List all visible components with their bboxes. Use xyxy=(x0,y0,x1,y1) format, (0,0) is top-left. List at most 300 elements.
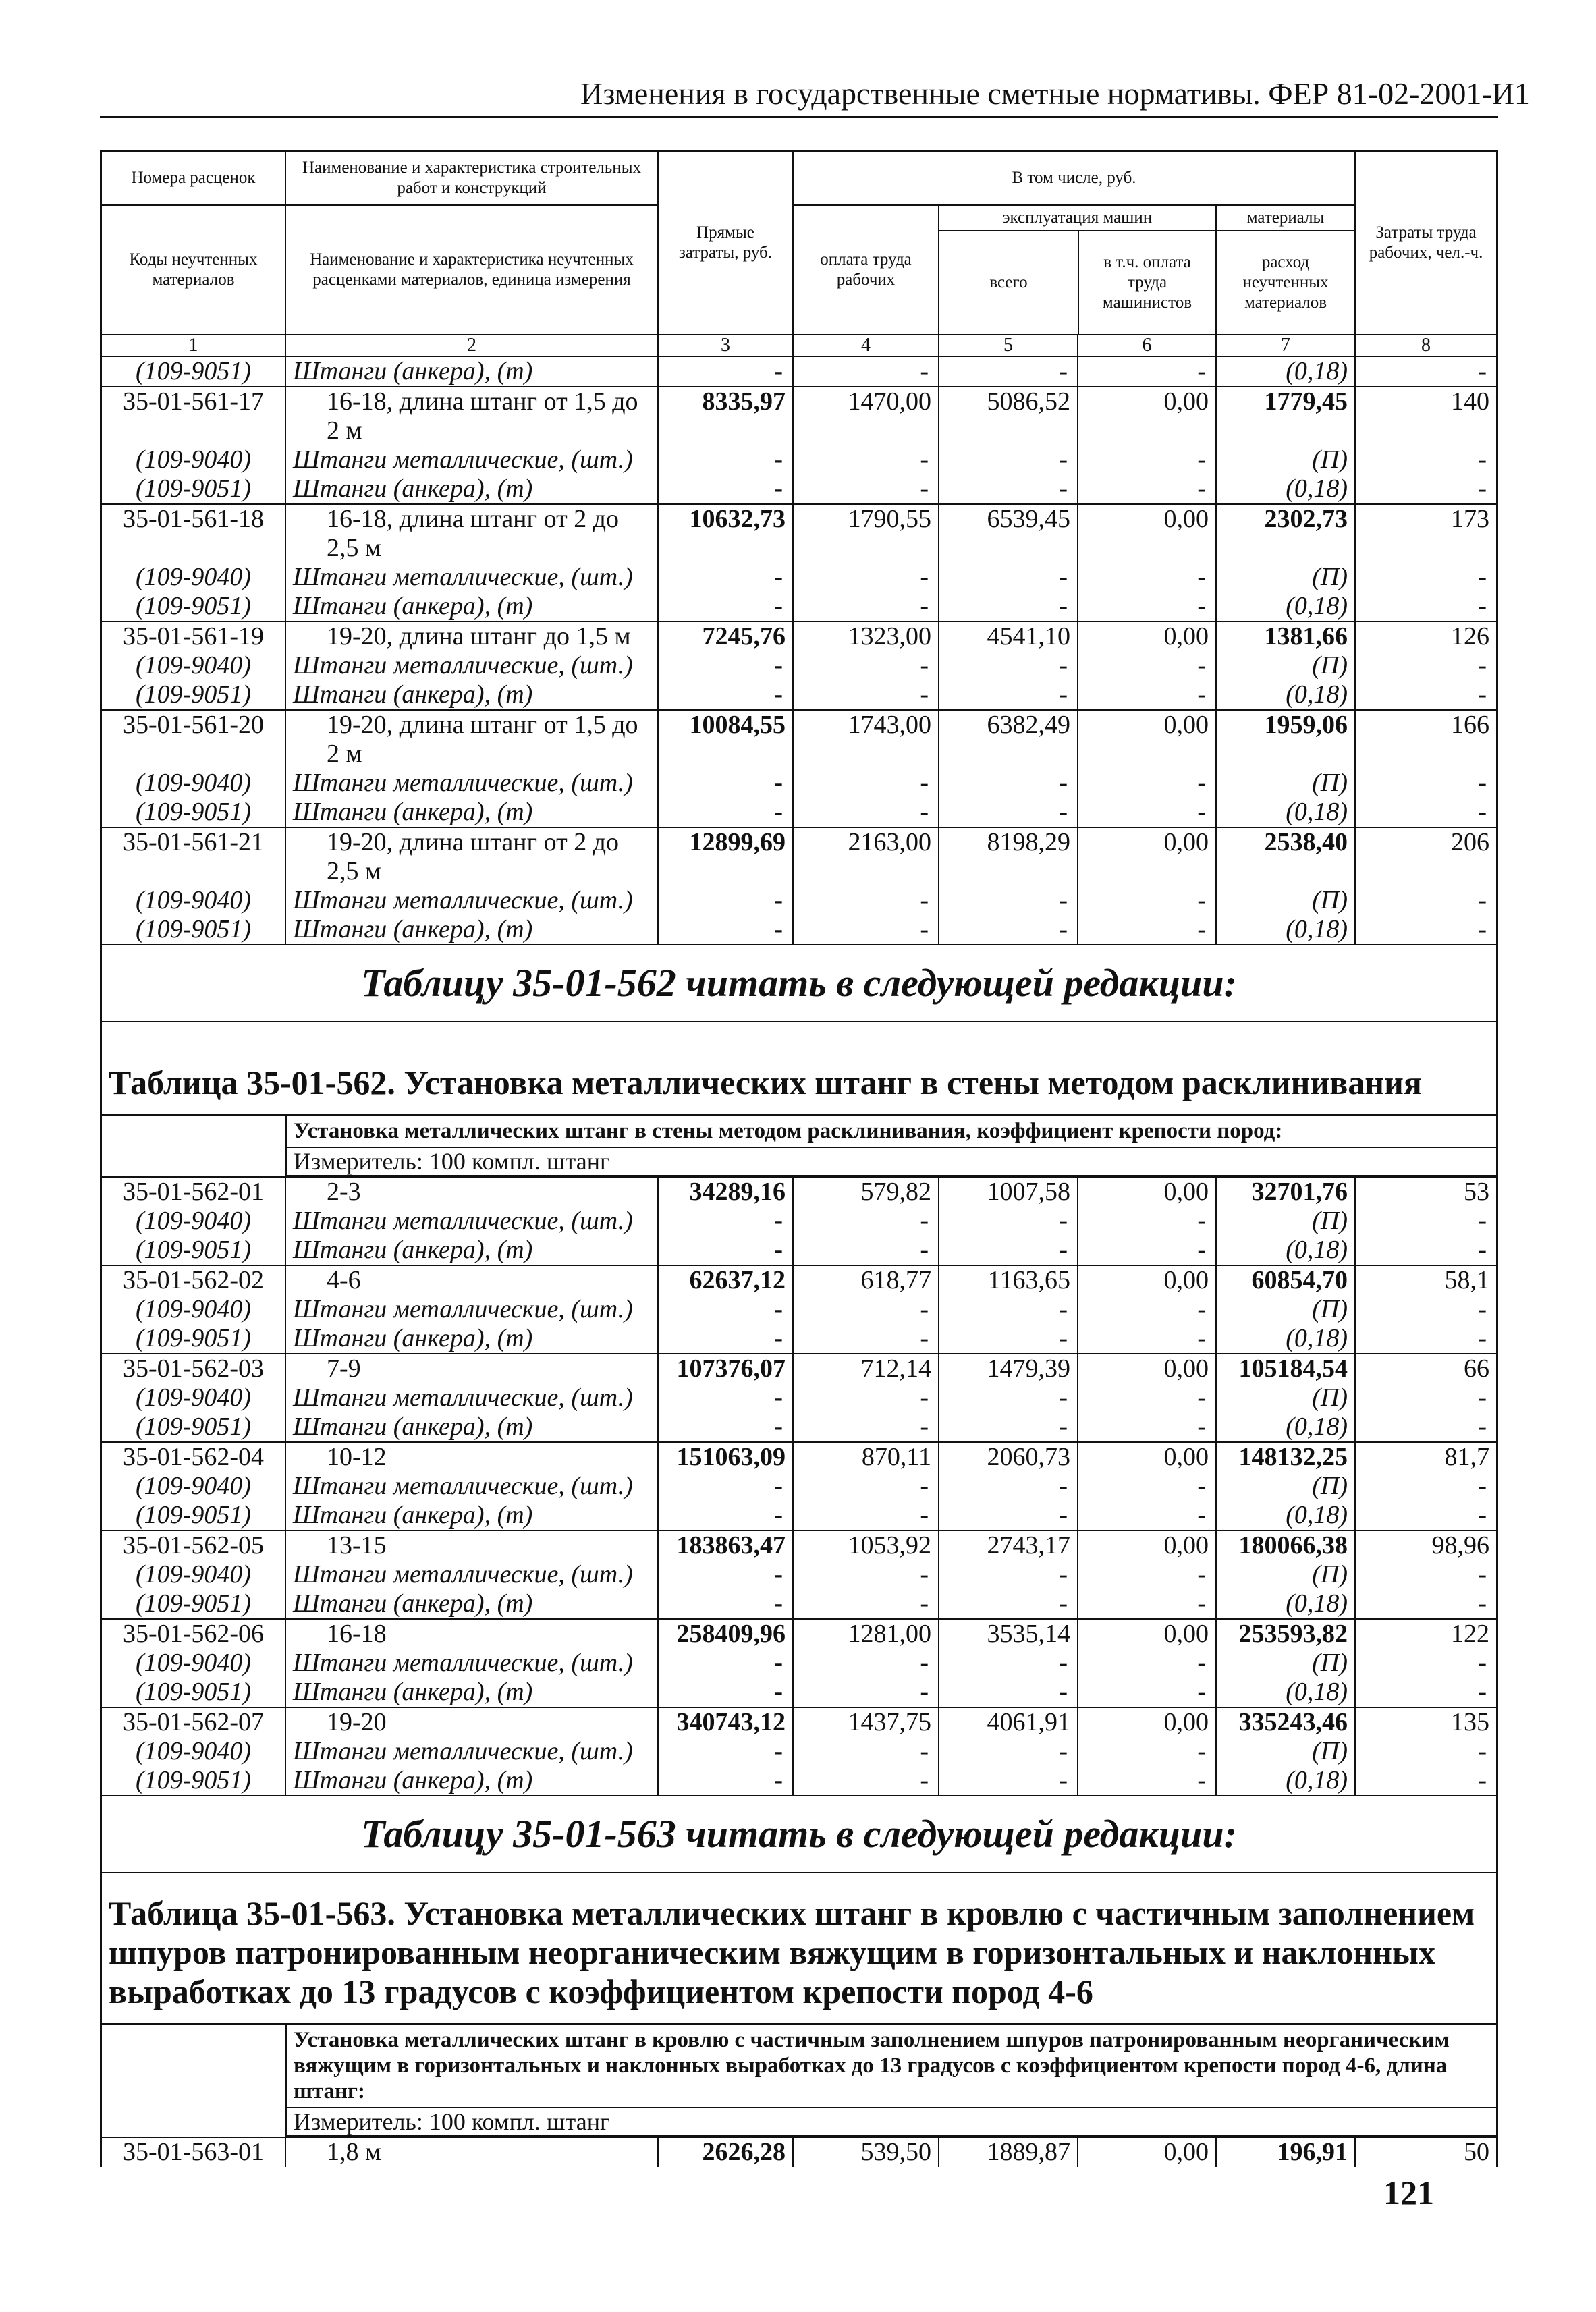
direct-costs: 258409,96 xyxy=(658,1619,793,1649)
header-machines-labor: в т.ч. оплата труда машинистов xyxy=(1102,253,1192,312)
materials: (0,18) xyxy=(1216,1324,1355,1354)
rate-name: Штанги (анкера), (т) xyxy=(285,1236,658,1265)
table-35-01-561 xyxy=(102,357,1496,944)
rate-code: (109-9040) xyxy=(136,563,251,591)
machines-total: 1889,87 xyxy=(939,2137,1078,2167)
labor-pay: 2163,00 xyxy=(793,827,939,886)
labor-hours: 122 xyxy=(1355,1619,1496,1649)
materials: (0,18) xyxy=(1216,1589,1355,1619)
table-563-title-rest: Установка металлических штанг в кровлю с частичным заполнением шпуров патронированным неорганическим вяжущим в горизонтальных и наклонных выработках до 13 градусов с коэффициентом крепости пород 4-6 xyxy=(109,1894,1475,2010)
labor-hours: 126 xyxy=(1355,622,1496,651)
rate-name: 13-15 xyxy=(285,1531,658,1560)
labor-hours: - xyxy=(1355,1766,1496,1795)
machines-total: 4061,91 xyxy=(939,1707,1078,1737)
header-name: Наименование и характеристика строительных работ и конструкций xyxy=(285,152,658,205)
direct-costs: 340743,12 xyxy=(658,1707,793,1737)
table-row xyxy=(102,827,1496,886)
labor-pay: 870,11 xyxy=(793,1442,939,1472)
rate-code: 35-01-562-01 xyxy=(102,1177,285,1207)
header-rate-number: Номера расценок xyxy=(102,152,285,205)
direct-costs: - xyxy=(658,357,793,387)
labor-pay: - xyxy=(793,1472,939,1501)
machines-labor: 0,00 xyxy=(1078,1707,1216,1737)
direct-costs: - xyxy=(658,445,793,474)
machines-labor: 0,00 xyxy=(1078,504,1216,563)
machines-labor: 0,00 xyxy=(1078,2137,1216,2167)
rate-code: 35-01-562-04 xyxy=(102,1442,285,1472)
direct-costs: - xyxy=(658,798,793,827)
labor-pay: 579,82 xyxy=(793,1177,939,1207)
materials: (П) xyxy=(1216,651,1355,680)
labor-pay: - xyxy=(793,769,939,798)
direct-costs: - xyxy=(658,1207,793,1236)
rate-name: Штанги металлические, (шт.) xyxy=(285,1649,658,1678)
machines-total: - xyxy=(939,1501,1078,1531)
rate-name: Штанги металлические, (шт.) xyxy=(285,651,658,680)
rate-code: (109-9051) xyxy=(136,1236,251,1264)
materials: 105184,54 xyxy=(1216,1354,1355,1383)
rate-name: Штанги (анкера), (т) xyxy=(285,1766,658,1795)
column-header-table xyxy=(102,152,1496,357)
machines-total: - xyxy=(939,886,1078,915)
labor-hours: 135 xyxy=(1355,1707,1496,1737)
rate-name: 1,8 м xyxy=(285,2137,658,2167)
materials: (П) xyxy=(1216,886,1355,915)
labor-pay: - xyxy=(793,1236,939,1265)
materials: (П) xyxy=(1216,1295,1355,1324)
machines-total: - xyxy=(939,1324,1078,1354)
materials: (П) xyxy=(1216,563,1355,592)
table-row xyxy=(102,1589,1496,1619)
table-row xyxy=(102,1442,1496,1472)
labor-hours: 66 xyxy=(1355,1354,1496,1383)
header-machines-group xyxy=(939,205,1216,335)
rate-name: Штанги (анкера), (т) xyxy=(285,1501,658,1531)
labor-hours: - xyxy=(1355,592,1496,622)
materials: (0,18) xyxy=(1216,592,1355,622)
direct-costs: - xyxy=(658,1324,793,1354)
column-number: 7 xyxy=(1216,335,1355,356)
running-header: Изменения в государственные сметные нормативы. ФЕР 81-02-2001-И1 xyxy=(580,76,1530,111)
rate-name: Штанги металлические, (шт.) xyxy=(285,563,658,592)
labor-hours: 166 xyxy=(1355,710,1496,769)
rate-name: Штанги (анкера), (т) xyxy=(285,1324,658,1354)
labor-hours: 173 xyxy=(1355,504,1496,563)
rate-code: 35-01-562-06 xyxy=(102,1619,285,1649)
machines-total: 5086,52 xyxy=(939,387,1078,445)
column-number: 5 xyxy=(939,335,1078,356)
machines-labor: - xyxy=(1078,445,1216,474)
direct-costs: - xyxy=(658,1383,793,1412)
direct-costs: - xyxy=(658,592,793,622)
labor-pay: - xyxy=(793,474,939,504)
labor-pay: - xyxy=(793,680,939,710)
labor-pay: - xyxy=(793,798,939,827)
table-row xyxy=(102,1265,1496,1295)
table-row xyxy=(102,1354,1496,1383)
materials: 2302,73 xyxy=(1216,504,1355,563)
labor-pay: - xyxy=(793,1501,939,1531)
table-row xyxy=(102,357,1496,387)
direct-costs: - xyxy=(658,1472,793,1501)
direct-costs: - xyxy=(658,1295,793,1324)
machines-labor: 0,00 xyxy=(1078,387,1216,445)
direct-costs: - xyxy=(658,1678,793,1707)
table-563-title-prefix: Таблица 35-01-563. xyxy=(109,1894,395,1932)
materials: (П) xyxy=(1216,1472,1355,1501)
labor-hours: - xyxy=(1355,1649,1496,1678)
table-row xyxy=(102,1383,1496,1412)
banner-table-562: Таблицу 35-01-562 читать в следующей редакции: xyxy=(102,944,1496,1022)
rate-code: (109-9051) xyxy=(136,1501,251,1529)
machines-total: - xyxy=(939,651,1078,680)
labor-hours: - xyxy=(1355,1472,1496,1501)
materials: (0,18) xyxy=(1216,1236,1355,1265)
rate-name: Штанги (анкера), (т) xyxy=(285,1589,658,1619)
table-row xyxy=(102,592,1496,622)
table-row xyxy=(102,651,1496,680)
rate-code: (109-9040) xyxy=(136,1560,251,1589)
rate-name: Штанги (анкера), (т) xyxy=(285,680,658,710)
rate-name: Штанги металлические, (шт.) xyxy=(285,1295,658,1324)
machines-labor: - xyxy=(1078,1501,1216,1531)
rate-code: (109-9040) xyxy=(136,1207,251,1235)
rate-code: 35-01-562-03 xyxy=(102,1354,285,1383)
materials: (П) xyxy=(1216,1649,1355,1678)
header-direct-costs: Прямые затраты, руб. xyxy=(658,152,793,335)
machines-labor: 0,00 xyxy=(1078,827,1216,886)
header-rule xyxy=(100,116,1498,118)
machines-labor: 0,00 xyxy=(1078,1177,1216,1207)
materials: (0,18) xyxy=(1216,680,1355,710)
rate-code: 35-01-561-19 xyxy=(102,622,285,651)
direct-costs: 34289,16 xyxy=(658,1177,793,1207)
rate-name: Штанги (анкера), (т) xyxy=(285,1412,658,1442)
labor-hours: 50 xyxy=(1355,2137,1496,2167)
machines-labor: - xyxy=(1078,1589,1216,1619)
machines-total: - xyxy=(939,1766,1078,1795)
machines-labor: - xyxy=(1078,769,1216,798)
table-row xyxy=(102,1707,1496,1737)
header-materials-group xyxy=(1216,205,1355,335)
materials: 2538,40 xyxy=(1216,827,1355,886)
rate-name: Штанги металлические, (шт.) xyxy=(285,886,658,915)
table-35-01-562 xyxy=(102,1176,1496,1795)
rate-name: Штанги металлические, (шт.) xyxy=(285,1737,658,1766)
rate-code: (109-9051) xyxy=(136,474,251,503)
labor-pay: - xyxy=(793,886,939,915)
labor-pay: 1790,55 xyxy=(793,504,939,563)
labor-pay: - xyxy=(793,1589,939,1619)
rate-code: 35-01-561-21 xyxy=(102,827,285,886)
machines-labor: - xyxy=(1078,886,1216,915)
rate-code: (109-9040) xyxy=(136,769,251,797)
machines-total: - xyxy=(939,592,1078,622)
labor-pay: - xyxy=(793,1649,939,1678)
table-row xyxy=(102,710,1496,769)
rate-code: (109-9051) xyxy=(136,680,251,709)
rate-name: Штанги (анкера), (т) xyxy=(285,915,658,944)
table-row xyxy=(102,680,1496,710)
rate-code: (109-9040) xyxy=(136,1737,251,1765)
table-row xyxy=(102,1324,1496,1354)
materials: (П) xyxy=(1216,1383,1355,1412)
materials: (П) xyxy=(1216,1737,1355,1766)
table-row xyxy=(102,1619,1496,1649)
rate-code: 35-01-561-17 xyxy=(102,387,285,445)
labor-pay: - xyxy=(793,1678,939,1707)
table-row xyxy=(102,445,1496,474)
machines-labor: - xyxy=(1078,1678,1216,1707)
direct-costs: - xyxy=(658,1236,793,1265)
column-number: 2 xyxy=(285,335,658,356)
machines-total: - xyxy=(939,798,1078,827)
labor-hours: - xyxy=(1355,769,1496,798)
rate-code: (109-9051) xyxy=(136,592,251,620)
labor-pay: - xyxy=(793,592,939,622)
rate-name: Штанги (анкера), (т) xyxy=(285,357,658,387)
direct-costs: - xyxy=(658,474,793,504)
machines-total: - xyxy=(939,1383,1078,1412)
labor-pay: 1323,00 xyxy=(793,622,939,651)
rate-code: (109-9051) xyxy=(136,798,251,826)
table-row xyxy=(102,2137,1496,2167)
machines-total: 1007,58 xyxy=(939,1177,1078,1207)
machines-labor: 0,00 xyxy=(1078,1354,1216,1383)
rate-name: Штанги (анкера), (т) xyxy=(285,592,658,622)
table-562-measure: Измеритель: 100 компл. штанг xyxy=(285,1148,1496,1176)
rate-code: (109-9051) xyxy=(136,1678,251,1706)
labor-hours: - xyxy=(1355,651,1496,680)
machines-labor: - xyxy=(1078,1766,1216,1795)
column-number: 8 xyxy=(1355,335,1496,356)
machines-labor: 0,00 xyxy=(1078,1619,1216,1649)
labor-pay: 1470,00 xyxy=(793,387,939,445)
direct-costs: - xyxy=(658,1589,793,1619)
table-row xyxy=(102,915,1496,944)
labor-pay: 618,77 xyxy=(793,1265,939,1295)
labor-pay: 1743,00 xyxy=(793,710,939,769)
materials: (П) xyxy=(1216,1560,1355,1589)
direct-costs: 8335,97 xyxy=(658,387,793,445)
rate-code: 35-01-562-07 xyxy=(102,1707,285,1737)
labor-hours: - xyxy=(1355,886,1496,915)
rate-name: 16-18 xyxy=(285,1619,658,1649)
rate-code: (109-9040) xyxy=(136,1383,251,1412)
materials: (0,18) xyxy=(1216,474,1355,504)
labor-hours: - xyxy=(1355,1207,1496,1236)
labor-hours: - xyxy=(1355,1295,1496,1324)
labor-hours: - xyxy=(1355,680,1496,710)
direct-costs: - xyxy=(658,1501,793,1531)
rate-code: (109-9051) xyxy=(136,1589,251,1618)
materials: 196,91 xyxy=(1216,2137,1355,2167)
table-row xyxy=(102,387,1496,445)
machines-labor: - xyxy=(1078,1412,1216,1442)
table-row xyxy=(102,1737,1496,1766)
materials: (П) xyxy=(1216,445,1355,474)
machines-total: - xyxy=(939,1412,1078,1442)
header-labor-cost: Затраты труда рабочих, чел.-ч. xyxy=(1355,152,1496,335)
rate-code: (109-9040) xyxy=(136,1295,251,1323)
machines-labor: - xyxy=(1078,357,1216,387)
direct-costs: - xyxy=(658,1737,793,1766)
labor-pay: - xyxy=(793,1295,939,1324)
header-machines: эксплуатация машин xyxy=(939,206,1215,231)
materials: 180066,38 xyxy=(1216,1531,1355,1560)
labor-hours: - xyxy=(1355,915,1496,944)
machines-total: - xyxy=(939,915,1078,944)
direct-costs: 2626,28 xyxy=(658,2137,793,2167)
table-row xyxy=(102,1649,1496,1678)
materials: (0,18) xyxy=(1216,915,1355,944)
table-row xyxy=(102,1531,1496,1560)
labor-pay: - xyxy=(793,1383,939,1412)
table-row xyxy=(102,563,1496,592)
rate-code: (109-9040) xyxy=(136,445,251,474)
rate-name: 19-20, длина штанг от 1,5 до 2 м xyxy=(285,710,658,769)
labor-pay: 1437,75 xyxy=(793,1707,939,1737)
labor-hours: - xyxy=(1355,1589,1496,1619)
direct-costs: 10084,55 xyxy=(658,710,793,769)
header-machines-total: всего xyxy=(939,231,1079,334)
column-number: 4 xyxy=(793,335,939,356)
labor-hours: 98,96 xyxy=(1355,1531,1496,1560)
direct-costs: 151063,09 xyxy=(658,1442,793,1472)
rate-code: (109-9040) xyxy=(136,1472,251,1500)
labor-pay: 1281,00 xyxy=(793,1619,939,1649)
materials: (0,18) xyxy=(1216,1412,1355,1442)
header-codes: Коды неучтенных материалов xyxy=(102,205,285,335)
table-row xyxy=(102,798,1496,827)
labor-hours: - xyxy=(1355,1560,1496,1589)
direct-costs: 10632,73 xyxy=(658,504,793,563)
rate-name: 16-18, длина штанг от 2 до 2,5 м xyxy=(285,504,658,563)
banner-table-563: Таблицу 35-01-563 читать в следующей редакции: xyxy=(102,1795,1496,1873)
table-row xyxy=(102,886,1496,915)
header-labor-pay: оплата труда рабочих xyxy=(793,205,939,335)
labor-pay: - xyxy=(793,445,939,474)
table-row xyxy=(102,1766,1496,1795)
rate-name: Штанги металлические, (шт.) xyxy=(285,769,658,798)
materials: 335243,46 xyxy=(1216,1707,1355,1737)
labor-hours: - xyxy=(1355,1236,1496,1265)
rate-code: (109-9051) xyxy=(136,1412,251,1441)
machines-labor: - xyxy=(1078,1383,1216,1412)
labor-pay: 1053,92 xyxy=(793,1531,939,1560)
rate-code: 35-01-562-02 xyxy=(102,1265,285,1295)
labor-hours: - xyxy=(1355,1678,1496,1707)
rate-code: (109-9051) xyxy=(136,915,251,943)
table-row xyxy=(102,504,1496,563)
machines-total: - xyxy=(939,357,1078,387)
rate-name: Штанги металлические, (шт.) xyxy=(285,445,658,474)
table-row xyxy=(102,1560,1496,1589)
rate-code: 35-01-561-20 xyxy=(102,710,285,769)
direct-costs: - xyxy=(658,769,793,798)
rate-code: 35-01-562-05 xyxy=(102,1531,285,1560)
materials: 1959,06 xyxy=(1216,710,1355,769)
labor-hours: - xyxy=(1355,563,1496,592)
labor-hours: - xyxy=(1355,798,1496,827)
labor-hours: - xyxy=(1355,1383,1496,1412)
materials: 60854,70 xyxy=(1216,1265,1355,1295)
machines-labor: 0,00 xyxy=(1078,622,1216,651)
machines-total: - xyxy=(939,1236,1078,1265)
machines-total: - xyxy=(939,445,1078,474)
direct-costs: 62637,12 xyxy=(658,1265,793,1295)
rate-name: 16-18, длина штанг от 1,5 до 2 м xyxy=(285,387,658,445)
machines-labor: - xyxy=(1078,1737,1216,1766)
labor-pay: - xyxy=(793,1324,939,1354)
materials: (П) xyxy=(1216,1207,1355,1236)
labor-pay: - xyxy=(793,1737,939,1766)
rate-name: Штанги (анкера), (т) xyxy=(285,798,658,827)
machines-labor: - xyxy=(1078,915,1216,944)
table-row xyxy=(102,1236,1496,1265)
machines-total: - xyxy=(939,563,1078,592)
labor-pay: - xyxy=(793,1412,939,1442)
direct-costs: - xyxy=(658,563,793,592)
machines-labor: 0,00 xyxy=(1078,1265,1216,1295)
labor-hours: - xyxy=(1355,474,1496,504)
labor-hours: - xyxy=(1355,445,1496,474)
header-including: В том числе, руб. xyxy=(793,152,1355,205)
direct-costs: 183863,47 xyxy=(658,1531,793,1560)
machines-labor: 0,00 xyxy=(1078,1442,1216,1472)
materials: 253593,82 xyxy=(1216,1619,1355,1649)
column-number-row xyxy=(102,335,1496,356)
direct-costs: - xyxy=(658,1766,793,1795)
materials: 1381,66 xyxy=(1216,622,1355,651)
rate-name: 10-12 xyxy=(285,1442,658,1472)
machines-labor: - xyxy=(1078,1236,1216,1265)
labor-hours: 58,1 xyxy=(1355,1265,1496,1295)
direct-costs: 107376,07 xyxy=(658,1354,793,1383)
rate-name: 19-20 xyxy=(285,1707,658,1737)
materials: (0,18) xyxy=(1216,798,1355,827)
header-materials: материалы xyxy=(1217,206,1354,231)
header-codes-name: Наименование и характеристика неучтенных расценками материалов, единица измерения xyxy=(285,205,658,335)
rate-code: 35-01-563-01 xyxy=(102,2137,285,2167)
machines-labor: - xyxy=(1078,1324,1216,1354)
rate-name: 19-20, длина штанг до 1,5 м xyxy=(285,622,658,651)
machines-total: 2743,17 xyxy=(939,1531,1078,1560)
machines-labor: - xyxy=(1078,474,1216,504)
direct-costs: - xyxy=(658,886,793,915)
rate-code: (109-9051) xyxy=(136,357,251,385)
labor-pay: - xyxy=(793,1766,939,1795)
materials: 1779,45 xyxy=(1216,387,1355,445)
rate-code: (109-9051) xyxy=(136,1766,251,1794)
materials: 148132,25 xyxy=(1216,1442,1355,1472)
direct-costs: - xyxy=(658,1560,793,1589)
machines-total: 3535,14 xyxy=(939,1619,1078,1649)
machines-total: - xyxy=(939,1649,1078,1678)
rate-code: (109-9051) xyxy=(136,1324,251,1352)
rate-name: Штанги металлические, (шт.) xyxy=(285,1560,658,1589)
labor-pay: 539,50 xyxy=(793,2137,939,2167)
table-35-01-563 xyxy=(102,2137,1496,2167)
machines-total: 1479,39 xyxy=(939,1354,1078,1383)
labor-pay: - xyxy=(793,1207,939,1236)
labor-hours: - xyxy=(1355,1737,1496,1766)
labor-pay: - xyxy=(793,915,939,944)
rate-code: 35-01-561-18 xyxy=(102,504,285,563)
table-row xyxy=(102,1412,1496,1442)
rate-name: Штанги (анкера), (т) xyxy=(285,474,658,504)
rate-code: (109-9040) xyxy=(136,651,251,680)
